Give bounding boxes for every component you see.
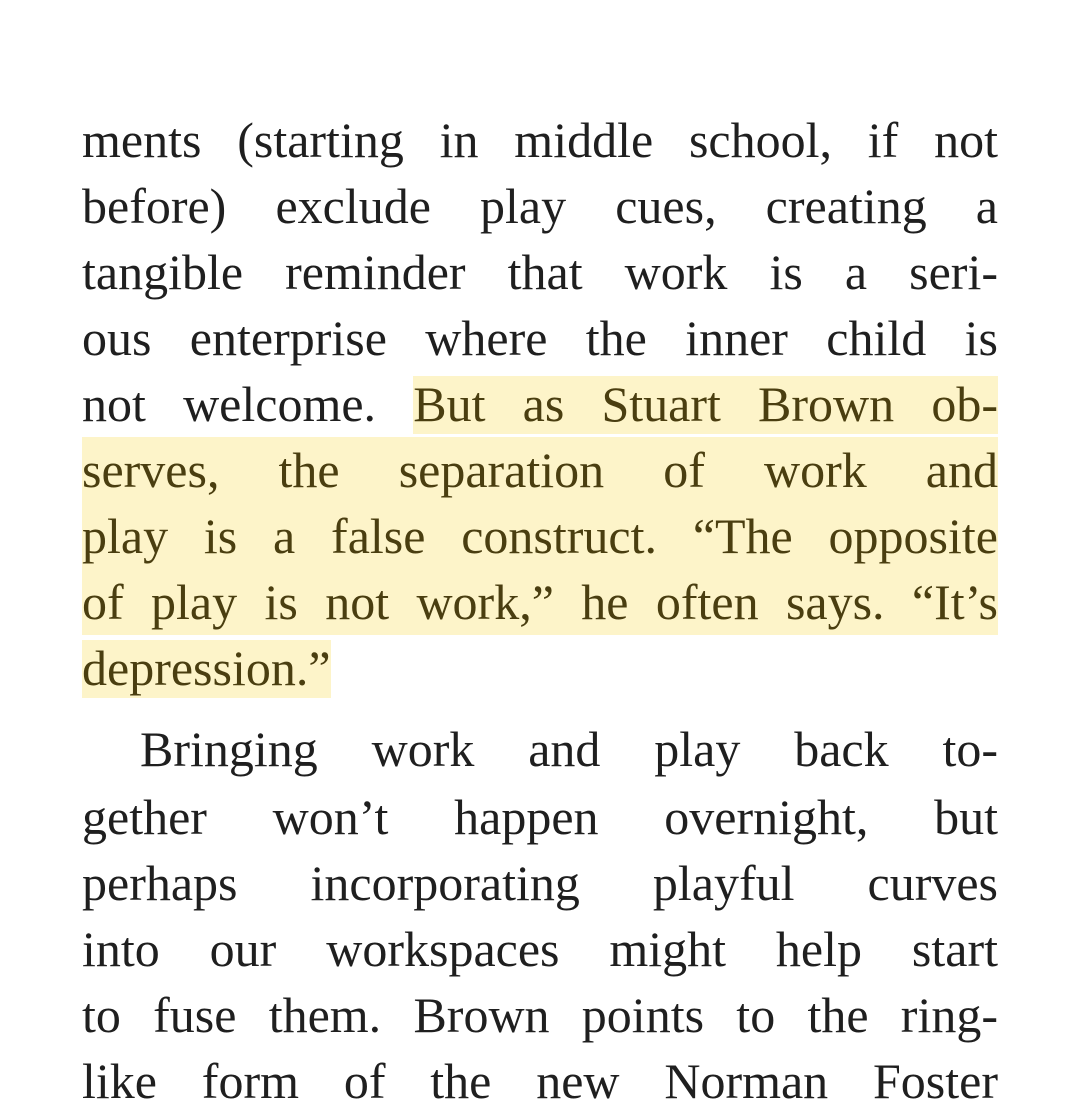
text-line: into our workspaces might help start: [82, 921, 998, 977]
highlight-segment[interactable]: depression.”: [82, 640, 331, 696]
highlight-line-last: [82, 635, 331, 701]
highlight-line[interactable]: play is a false construct. “The opposite: [82, 503, 998, 569]
highlight-line[interactable]: of play is not work,” he often says. “It’s: [82, 569, 998, 635]
text-segment: not welcome.: [82, 376, 414, 432]
highlight-segment[interactable]: But as Stuart Brown ob-: [413, 376, 998, 432]
text-line: to fuse them. Brown points to the ring-: [82, 987, 998, 1043]
text-line-cut-off: like form of the new Norman Foster: [82, 1053, 998, 1109]
text-line: tangible reminder that work is a seri-: [82, 244, 998, 300]
highlight-line[interactable]: serves, the separation of work and: [82, 437, 998, 503]
text-line-mixed: [82, 371, 998, 437]
text-line: before) exclude play cues, creating a: [82, 178, 998, 234]
text-line: gether won’t happen overnight, but: [82, 789, 998, 845]
text-line: ments (starting in middle school, if not: [82, 112, 998, 168]
text-line: ous enterprise where the inner child is: [82, 310, 998, 366]
text-line: perhaps incorporating playful curves: [82, 855, 998, 911]
paragraph-first-line: Bringing work and play back to-: [140, 721, 998, 777]
